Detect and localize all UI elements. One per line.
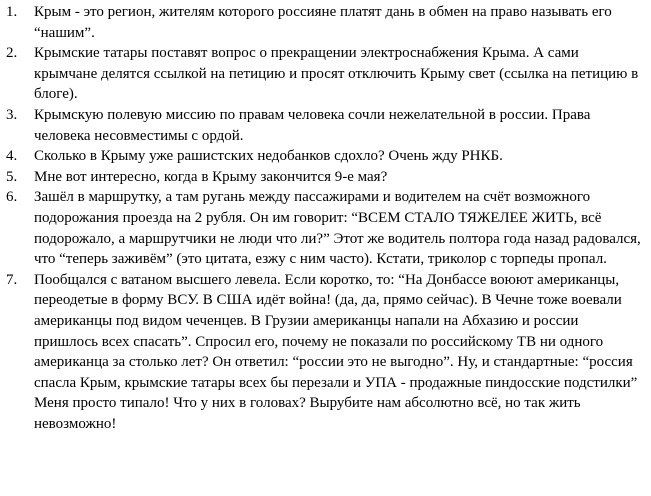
list-item <box>6 43 641 105</box>
item-number: 4. <box>6 148 18 165</box>
list-item <box>6 270 641 435</box>
item-text: Крымские татары поставят вопрос о прекращении электроснабжения Крыма. А сами крымчане делятся ссылкой на петицию и просят отключить Крыму свет (ссылка на петицию в блоге). <box>34 45 639 103</box>
item-text: Сколько в Крыму уже рашистских недобанков сдохло? Очень жду РНКБ. <box>34 148 503 165</box>
list-item <box>6 2 641 43</box>
list-item <box>6 187 641 269</box>
item-number: 3. <box>6 106 18 123</box>
item-text: Мне вот интересно, когда в Крыму закончится 9-е мая? <box>34 168 388 185</box>
item-number: 6. <box>6 189 18 206</box>
list-item <box>6 146 641 167</box>
list-item <box>6 167 641 188</box>
numbered-list <box>6 2 641 434</box>
list-item <box>6 105 641 146</box>
item-number: 1. <box>6 4 18 20</box>
item-text: Пообщался с ватаном высшего левела. Если коротко, то: “На Донбассе воюют американцы, переодетые в форму ВСУ. В США идёт война! (да, да, прямо сейчас). В Чечне тоже воевали американцы под видом чеченцев. В Грузии американцы напали на Абхазию и россии пришлось всех спасать”. Спросил его, почему не показали по российскому ТВ ни одного американца за столько лет? Он ответил: “россии это не выгодно”. Ну, и стандартные: “россия спасла Крым, крымские татары всех бы перезали и УПА - продажные пиндосские подстилки” Меня просто типало! Что у них в головах? Вырубите нам абсолютно всё, но так жить невозможно! <box>34 271 638 432</box>
item-number: 5. <box>6 168 18 185</box>
item-text: Крымскую полевую миссию по правам человека сочли нежелательной в россии. Права человека несовместимы с ордой. <box>34 106 591 144</box>
item-number: 2. <box>6 45 18 62</box>
item-text: Зашёл в маршрутку, а там ругань между пассажирами и водителем на счёт возможного подорожания проезда на 2 рубля. Он им говорит: “ВСЕМ СТАЛО ТЯЖЕЛЕЕ ЖИТЬ, всё подорожало, а маршрутчики не люди что ли?” Этот же водитель полтора года назад радовался, что “теперь заживём” (это цитата, езжу с ним часто). Кстати, триколор с торпеды пропал. <box>34 189 641 268</box>
item-text: Крым - это регион, жителям которого россияне платят дань в обмен на право называть его “нашим”. <box>34 4 612 41</box>
item-number: 7. <box>6 271 18 288</box>
